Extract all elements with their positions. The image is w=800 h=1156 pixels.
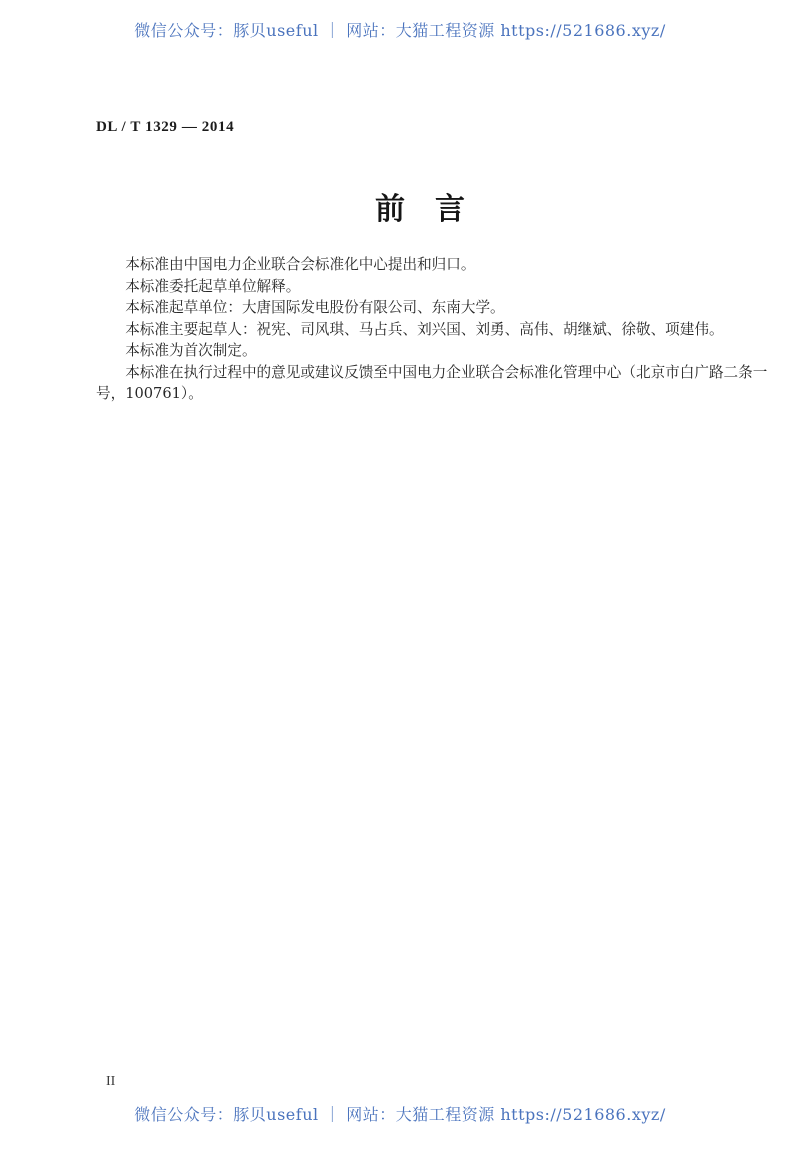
standard-code: DL / T 1329 — 2014 <box>96 119 235 135</box>
paragraph-line: 本标准起草单位：大唐国际发电股份有限公司、东南大学。 <box>125 299 505 316</box>
watermark-header: 微信公众号：豚贝useful ｜ 网站：大猫工程资源 https://521686.xyz/ <box>134 21 666 40</box>
paragraph-line: 本标准主要起草人：祝宪、司风琪、马占兵、刘兴国、刘勇、高伟、胡继斌、徐敬、项建伟。 <box>125 320 724 338</box>
paragraph-line: 本标准在执行过程中的意见或建议反馈至中国电力企业联合会标准化管理中心（北京市白广路二条一 <box>125 363 768 381</box>
page-number: II <box>106 1074 116 1089</box>
paragraph-line: 本标准委托起草单位解释。 <box>125 277 301 295</box>
watermark-footer: 微信公众号：豚贝useful ｜ 网站：大猫工程资源 https://521686.xyz/ <box>134 1105 666 1124</box>
foreword-title: 前 言 <box>375 192 465 227</box>
paragraph-line: 本标准由中国电力企业联合会标准化中心提出和归口。 <box>125 256 476 273</box>
paragraph-line: 本标准为首次制定。 <box>125 342 257 359</box>
foreword-paragraphs <box>96 254 786 405</box>
paragraph-line: 号，100761）。 <box>96 385 203 402</box>
